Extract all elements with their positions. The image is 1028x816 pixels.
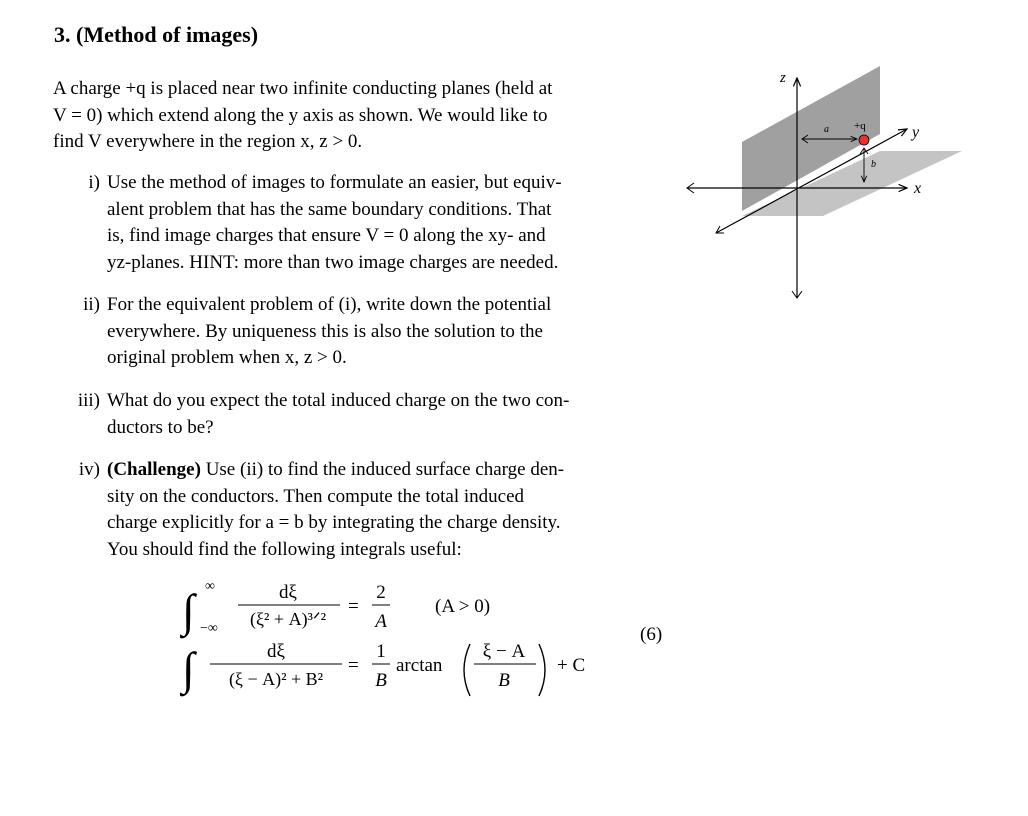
item-line: original problem when x, z > 0. xyxy=(107,347,347,368)
label-b: b xyxy=(871,159,876,170)
left-paren xyxy=(464,644,470,696)
item-label: iii) xyxy=(77,390,100,411)
label-charge: +q xyxy=(854,120,866,132)
eq1-condition: (A > 0) xyxy=(435,596,491,617)
item-line-rest: Use (ii) to find the induced surface charge den- xyxy=(200,459,565,480)
list-item-ii xyxy=(54,292,668,374)
item-line: charge explicitly for a = b by integrating the charge density. xyxy=(107,512,561,533)
list-item-iv xyxy=(54,457,668,567)
eq2-denominator: (ξ − A)² + B² xyxy=(228,669,324,689)
integral-sign-2: ∫ xyxy=(182,643,195,694)
section-title: 3. (Method of images) xyxy=(54,22,259,47)
axis-label-x: x xyxy=(914,180,922,197)
item-line: everywhere. By uniqueness this is also the solution to the xyxy=(107,320,543,342)
equals-sign: = xyxy=(348,596,359,617)
intro-line-1: A charge +q is placed near two infinite conducting planes (held at xyxy=(53,78,553,99)
challenge-tag: (Challenge) xyxy=(107,459,201,480)
intro-paragraph xyxy=(53,76,668,156)
list-item-iii xyxy=(54,388,668,444)
item-line xyxy=(107,457,668,484)
intro-line-2: V = 0) which extend along the y axis as shown. We would like to xyxy=(53,104,548,126)
axis-label-y: y xyxy=(912,124,920,141)
equation-number: (6) xyxy=(640,624,663,645)
eq2-numerator: dξ xyxy=(267,641,285,662)
label-a: a xyxy=(824,124,829,135)
eq1-rhs-num: 2 xyxy=(376,582,386,603)
item-label: ii) xyxy=(83,294,100,315)
item-line: What do you expect the total induced charge on the two con- xyxy=(107,390,570,411)
eq2-arg-den: B xyxy=(498,670,510,691)
item-line: You should find the following integrals useful: xyxy=(107,538,462,560)
item-text xyxy=(107,457,668,563)
eq2-rhs-den: B xyxy=(375,670,387,691)
integral-sign-1: ∫ xyxy=(182,585,195,636)
eq2-rhs-num: 1 xyxy=(376,641,386,662)
eq2-function: arctan xyxy=(396,655,443,676)
item-label: iv) xyxy=(78,459,100,480)
geometry-figure xyxy=(680,58,970,308)
item-text xyxy=(107,388,668,441)
eq1-numerator: dξ xyxy=(279,582,297,603)
item-line: sity on the conductors. Then compute the total induced xyxy=(107,485,525,507)
item-line: yz-planes. HINT: more than two image charges are needed. xyxy=(107,251,559,273)
eq1-rhs-den: A xyxy=(375,611,387,632)
point-charge xyxy=(859,135,869,145)
item-line: Use the method of images to formulate an easier, but equiv- xyxy=(107,172,562,193)
integral-lower: −∞ xyxy=(200,621,218,636)
item-line: is, find image charges that ensure V = 0 along the xy- and xyxy=(107,225,546,246)
item-line: alent problem that has the same boundary conditions. That xyxy=(107,198,552,220)
eq2-arg-num: ξ − A xyxy=(482,641,526,662)
item-line: ductors to be? xyxy=(107,416,214,438)
eq2-constant: + C xyxy=(557,655,586,676)
item-line: For the equivalent problem of (i), write down the potential xyxy=(107,294,552,315)
item-text xyxy=(107,292,668,372)
list-item-i xyxy=(54,170,668,280)
right-paren xyxy=(539,644,545,696)
item-text xyxy=(107,170,668,276)
integral-equations xyxy=(180,572,680,702)
integral-upper: ∞ xyxy=(205,579,215,594)
eq1-denominator: (ξ² + A)³ᐟ² xyxy=(250,609,326,629)
intro-line-3: find V everywhere in the region x, z > 0. xyxy=(53,131,363,152)
axis-label-z: z xyxy=(780,70,786,86)
item-label: i) xyxy=(88,172,100,193)
equals-sign: = xyxy=(348,655,359,676)
